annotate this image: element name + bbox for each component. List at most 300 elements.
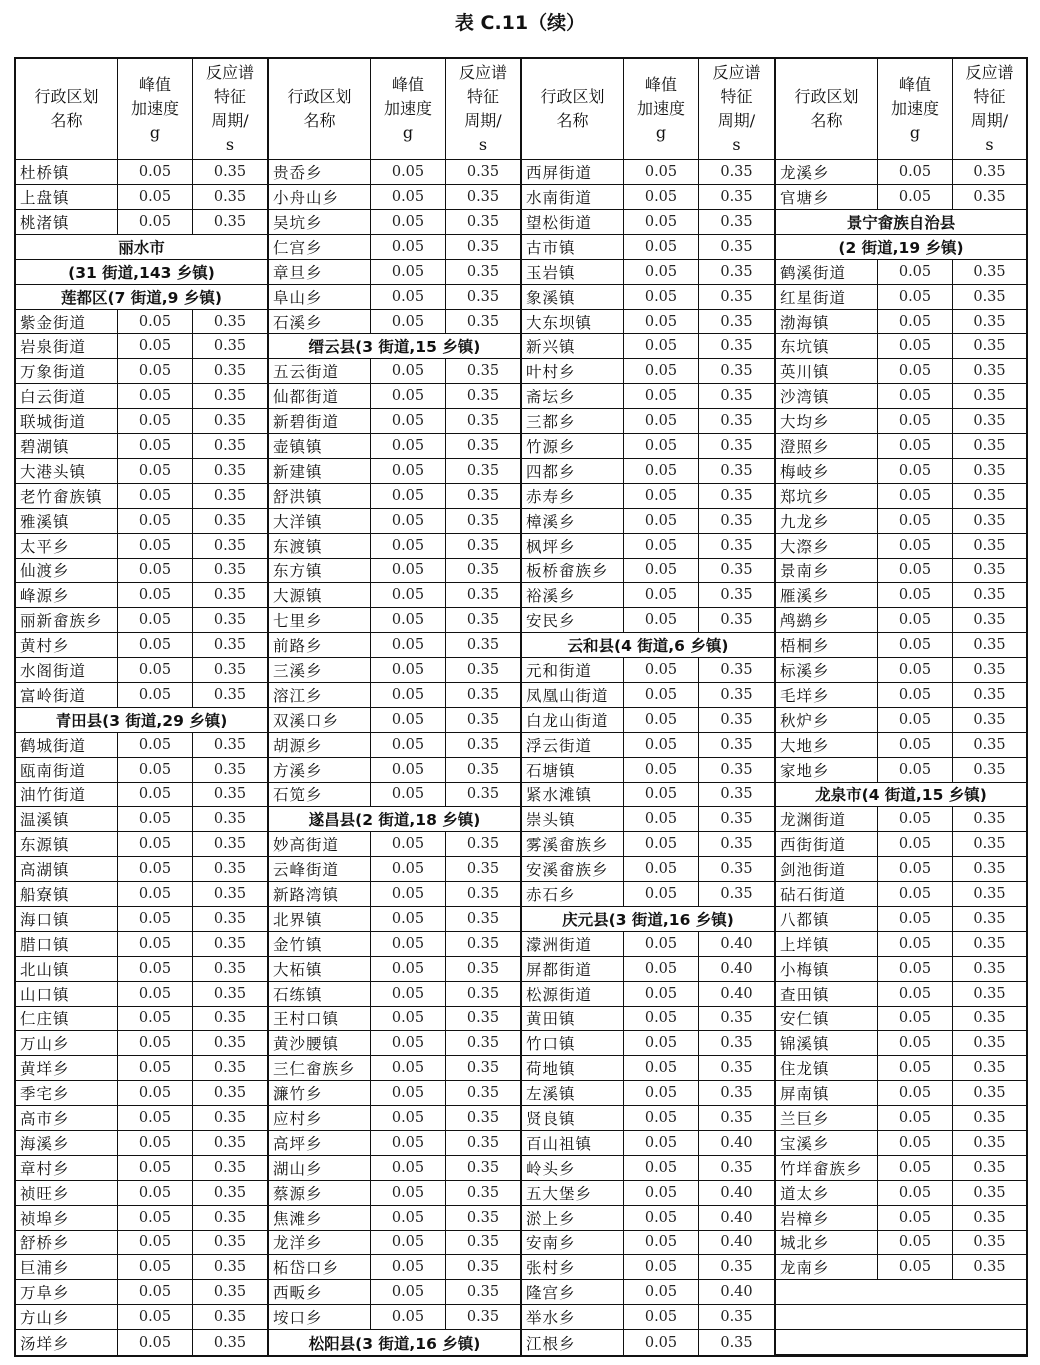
peak-acceleration: 0.05	[624, 832, 699, 856]
characteristic-period: 0.35	[213, 537, 247, 554]
division-name: 七里乡	[269, 608, 371, 632]
peak-acceleration: 0.05	[371, 733, 446, 757]
division-name: 浮云街道	[522, 733, 624, 757]
characteristic-period: 0.35	[466, 836, 500, 853]
characteristic-period: 0.35	[720, 1159, 753, 1176]
peak-acceleration: 0.05	[878, 260, 953, 284]
peak-acceleration: 0.05	[878, 1031, 953, 1055]
peak-acceleration: 0.05	[118, 1305, 193, 1329]
table-row	[16, 982, 267, 1007]
division-name: 凤凰山街道	[522, 683, 624, 707]
division-name: 岩樟乡	[776, 1206, 878, 1230]
division-name: 景南乡	[776, 559, 878, 583]
table-row	[269, 1131, 520, 1156]
division-name: 汤垟乡	[16, 1330, 118, 1355]
division-name: 赤石乡	[522, 882, 624, 906]
division-name: 叶村乡	[522, 359, 624, 383]
division-name: 红星街道	[776, 285, 878, 309]
division-name: 蔡源乡	[269, 1181, 371, 1205]
division-name: 九龙乡	[776, 509, 878, 533]
peak-acceleration: 0.05	[878, 807, 953, 831]
characteristic-period: 0.35	[466, 437, 500, 454]
division-name: 鹤城街道	[16, 733, 118, 757]
region-heading-label: 缙云县(3 街道,15 乡镇)	[308, 338, 481, 357]
characteristic-period: 0.35	[213, 861, 247, 878]
peak-acceleration: 0.05	[118, 1255, 193, 1279]
division-name: 屏南镇	[776, 1081, 878, 1105]
division-name: 应村乡	[269, 1106, 371, 1130]
division-name: 贤良镇	[522, 1106, 624, 1130]
table-row	[16, 583, 267, 608]
characteristic-period: 0.35	[466, 388, 500, 405]
characteristic-period: 0.35	[466, 1159, 500, 1176]
characteristic-period: 0.35	[973, 886, 1006, 903]
peak-acceleration: 0.05	[118, 1131, 193, 1155]
table-row	[776, 583, 1026, 608]
division-name: 东源镇	[16, 832, 118, 856]
division-name: 雾溪畲族乡	[522, 832, 624, 856]
characteristic-period: 0.35	[466, 263, 500, 280]
peak-acceleration: 0.05	[878, 359, 953, 383]
characteristic-period: 0.35	[720, 1110, 753, 1127]
characteristic-period: 0.35	[213, 462, 247, 479]
division-name: 山口镇	[16, 982, 118, 1006]
table-row	[522, 359, 774, 384]
characteristic-period: 0.35	[466, 164, 500, 181]
table-row	[776, 957, 1026, 982]
characteristic-period: 0.35	[466, 910, 500, 927]
division-name: 宝溪乡	[776, 1131, 878, 1155]
table-row	[776, 1181, 1026, 1206]
peak-acceleration: 0.05	[118, 1280, 193, 1304]
peak-acceleration: 0.05	[878, 1206, 953, 1230]
division-name: 枫坪乡	[522, 534, 624, 558]
empty-row	[776, 1330, 1026, 1355]
peak-acceleration: 0.05	[118, 733, 193, 757]
peak-acceleration: 0.05	[624, 882, 699, 906]
characteristic-period: 0.35	[466, 637, 500, 654]
table-row	[522, 260, 774, 285]
table-row	[522, 310, 774, 335]
division-name: 仁庄镇	[16, 1007, 118, 1031]
characteristic-period: 0.35	[973, 363, 1006, 380]
characteristic-period: 0.35	[213, 487, 247, 504]
division-name: 新路湾镇	[269, 882, 371, 906]
characteristic-period: 0.35	[213, 761, 247, 778]
table-row	[269, 1156, 520, 1181]
table-row	[16, 1081, 267, 1106]
characteristic-period: 0.35	[973, 1060, 1006, 1077]
table-row	[16, 434, 267, 459]
peak-acceleration: 0.05	[371, 1181, 446, 1205]
table-row	[522, 1206, 774, 1231]
table-row	[776, 359, 1026, 384]
table-row	[16, 509, 267, 534]
characteristic-period: 0.35	[466, 562, 500, 579]
division-name: 龙渊街道	[776, 807, 878, 831]
division-name: 方山乡	[16, 1305, 118, 1329]
division-name: 隆宫乡	[522, 1280, 624, 1304]
table-row	[16, 1156, 267, 1181]
characteristic-period: 0.35	[973, 1035, 1006, 1052]
table-row	[776, 285, 1026, 310]
division-name: 鹤溪街道	[776, 260, 878, 284]
peak-acceleration: 0.05	[118, 583, 193, 607]
division-name: 石塘镇	[522, 758, 624, 782]
peak-acceleration: 0.05	[371, 708, 446, 732]
characteristic-period: 0.35	[466, 213, 500, 230]
region-heading	[16, 260, 267, 285]
division-name: 腊口镇	[16, 932, 118, 956]
table-row	[16, 1056, 267, 1081]
characteristic-period: 0.40	[720, 960, 753, 977]
characteristic-period: 0.35	[973, 711, 1006, 728]
characteristic-period: 0.35	[973, 313, 1006, 330]
peak-acceleration: 0.05	[118, 1106, 193, 1130]
division-name: 大港头镇	[16, 459, 118, 483]
peak-acceleration: 0.05	[118, 1007, 193, 1031]
characteristic-period: 0.35	[720, 313, 753, 330]
peak-acceleration: 0.05	[371, 1031, 446, 1055]
peak-acceleration: 0.05	[624, 210, 699, 234]
region-heading	[776, 210, 1026, 235]
table-row	[776, 409, 1026, 434]
peak-acceleration: 0.05	[118, 932, 193, 956]
characteristic-period: 0.35	[973, 487, 1006, 504]
division-name: 岭头乡	[522, 1156, 624, 1180]
division-name: 章村乡	[16, 1156, 118, 1180]
table-row	[16, 882, 267, 907]
peak-acceleration: 0.05	[371, 509, 446, 533]
division-name: 王村口镇	[269, 1007, 371, 1031]
peak-acceleration: 0.05	[371, 1231, 446, 1255]
division-name: 祯旺乡	[16, 1181, 118, 1205]
region-heading	[776, 235, 1026, 260]
peak-acceleration: 0.05	[118, 210, 193, 234]
division-name: 赤寿乡	[522, 484, 624, 508]
table-row	[16, 957, 267, 982]
table-row	[16, 559, 267, 584]
table-row	[776, 160, 1026, 185]
table-row	[269, 1280, 520, 1305]
division-name: 妙高街道	[269, 832, 371, 856]
characteristic-period: 0.35	[466, 587, 500, 604]
peak-acceleration: 0.05	[624, 783, 699, 807]
table-row	[16, 1231, 267, 1256]
peak-acceleration: 0.05	[624, 484, 699, 508]
table-row	[16, 534, 267, 559]
division-name: 黄村乡	[16, 633, 118, 657]
table-row	[776, 559, 1026, 584]
table-row	[522, 683, 774, 708]
division-name: 双溪口乡	[269, 708, 371, 732]
characteristic-period: 0.35	[213, 1085, 247, 1102]
characteristic-period: 0.35	[213, 1259, 247, 1276]
division-name: 淤上乡	[522, 1206, 624, 1230]
characteristic-period: 0.35	[720, 164, 753, 181]
column-header-period: 反应谱 特征 周期/ s	[712, 63, 761, 155]
peak-acceleration: 0.05	[118, 459, 193, 483]
table-row	[776, 1206, 1026, 1231]
characteristic-period: 0.35	[466, 686, 500, 703]
characteristic-period: 0.35	[720, 711, 753, 728]
peak-acceleration: 0.05	[118, 1330, 193, 1355]
table-row	[776, 608, 1026, 633]
column-header-name: 行政区划 名称	[16, 59, 118, 159]
characteristic-period: 0.40	[720, 1234, 753, 1251]
peak-acceleration: 0.05	[878, 957, 953, 981]
table-row	[776, 1031, 1026, 1056]
characteristic-period: 0.35	[213, 1334, 247, 1351]
characteristic-period: 0.35	[213, 1060, 247, 1077]
table-row	[776, 1007, 1026, 1032]
peak-acceleration: 0.05	[878, 459, 953, 483]
table-row	[269, 235, 520, 260]
table-row	[269, 783, 520, 808]
table-row	[776, 683, 1026, 708]
region-heading-label: 丽水市	[118, 238, 165, 257]
characteristic-period: 0.35	[720, 263, 753, 280]
table-block	[267, 59, 520, 1355]
division-name: 舒洪镇	[269, 484, 371, 508]
column-header-name: 行政区划 名称	[776, 59, 878, 159]
division-name: 官塘乡	[776, 185, 878, 209]
peak-acceleration: 0.05	[371, 857, 446, 881]
division-name: 东渡镇	[269, 534, 371, 558]
table-row	[269, 907, 520, 932]
division-name: 阜山乡	[269, 285, 371, 309]
division-name: 安民乡	[522, 608, 624, 632]
division-name: 龙洋乡	[269, 1231, 371, 1255]
characteristic-period: 0.35	[466, 1134, 500, 1151]
characteristic-period: 0.35	[213, 1110, 247, 1127]
division-name: 高坪乡	[269, 1131, 371, 1155]
table-row	[269, 1255, 520, 1280]
division-name: 湖山乡	[269, 1156, 371, 1180]
table-row	[776, 334, 1026, 359]
characteristic-period: 0.35	[466, 512, 500, 529]
peak-acceleration: 0.05	[624, 285, 699, 309]
table-row	[269, 1081, 520, 1106]
table-row	[522, 384, 774, 409]
table-row	[522, 658, 774, 683]
characteristic-period: 0.35	[973, 761, 1006, 778]
region-heading-label: 景宁畲族自治县	[846, 213, 956, 232]
division-name: 四都乡	[522, 459, 624, 483]
region-heading-label: (2 街道,19 乡镇)	[838, 238, 964, 257]
division-name: 富岭街道	[16, 683, 118, 707]
peak-acceleration: 0.05	[118, 384, 193, 408]
peak-acceleration: 0.05	[118, 484, 193, 508]
table-row	[16, 608, 267, 633]
table-row	[522, 982, 774, 1007]
table-row	[269, 210, 520, 235]
division-name: 家地乡	[776, 758, 878, 782]
table-row	[269, 882, 520, 907]
table-row	[269, 484, 520, 509]
peak-acceleration: 0.05	[118, 409, 193, 433]
characteristic-period: 0.35	[466, 1184, 500, 1201]
division-name: 小梅镇	[776, 957, 878, 981]
table-row	[776, 907, 1026, 932]
table-row	[16, 633, 267, 658]
characteristic-period: 0.35	[973, 836, 1006, 853]
table-row	[269, 708, 520, 733]
characteristic-period: 0.35	[720, 487, 753, 504]
division-name: 联城街道	[16, 409, 118, 433]
division-name: 元和街道	[522, 658, 624, 682]
division-name: 巨浦乡	[16, 1255, 118, 1279]
table-header	[776, 59, 1026, 160]
peak-acceleration: 0.05	[371, 235, 446, 259]
characteristic-period: 0.35	[720, 761, 753, 778]
characteristic-period: 0.35	[720, 213, 753, 230]
table-row	[522, 1255, 774, 1280]
peak-acceleration: 0.05	[371, 310, 446, 334]
table-row	[269, 1056, 520, 1081]
peak-acceleration: 0.05	[118, 185, 193, 209]
table-row	[522, 459, 774, 484]
division-name: 海口镇	[16, 907, 118, 931]
characteristic-period: 0.35	[466, 1309, 500, 1326]
table-row	[269, 359, 520, 384]
characteristic-period: 0.35	[466, 1234, 500, 1251]
table-row	[269, 758, 520, 783]
characteristic-period: 0.35	[720, 786, 753, 803]
table-row	[776, 758, 1026, 783]
table-row	[776, 1056, 1026, 1081]
table-row	[16, 857, 267, 882]
peak-acceleration: 0.05	[624, 733, 699, 757]
peak-acceleration: 0.05	[878, 1081, 953, 1105]
division-name: 象溪镇	[522, 285, 624, 309]
table-row	[776, 509, 1026, 534]
peak-acceleration: 0.05	[624, 683, 699, 707]
peak-acceleration: 0.05	[878, 708, 953, 732]
peak-acceleration: 0.05	[624, 559, 699, 583]
peak-acceleration: 0.05	[624, 957, 699, 981]
peak-acceleration: 0.05	[624, 1106, 699, 1130]
division-name: 焦滩乡	[269, 1206, 371, 1230]
peak-acceleration: 0.05	[624, 658, 699, 682]
peak-acceleration: 0.05	[118, 807, 193, 831]
division-name: 云峰街道	[269, 857, 371, 881]
characteristic-period: 0.35	[213, 1184, 247, 1201]
peak-acceleration: 0.05	[371, 1081, 446, 1105]
division-name: 雅溪镇	[16, 509, 118, 533]
table-row	[269, 1206, 520, 1231]
division-name: 西街街道	[776, 832, 878, 856]
peak-acceleration: 0.05	[371, 1255, 446, 1279]
characteristic-period: 0.35	[720, 612, 753, 629]
characteristic-period: 0.35	[720, 388, 753, 405]
division-name: 胡源乡	[269, 733, 371, 757]
division-name: 章旦乡	[269, 260, 371, 284]
table-row	[522, 185, 774, 210]
table-row	[522, 1280, 774, 1305]
peak-acceleration: 0.05	[118, 559, 193, 583]
peak-acceleration: 0.05	[878, 683, 953, 707]
table-row	[776, 932, 1026, 957]
peak-acceleration: 0.05	[371, 982, 446, 1006]
peak-acceleration: 0.05	[371, 434, 446, 458]
peak-acceleration: 0.05	[118, 1031, 193, 1055]
division-name: 万山乡	[16, 1031, 118, 1055]
characteristic-period: 0.35	[720, 587, 753, 604]
characteristic-period: 0.35	[213, 1159, 247, 1176]
peak-acceleration: 0.05	[878, 1056, 953, 1080]
peak-acceleration: 0.05	[878, 285, 953, 309]
characteristic-period: 0.35	[973, 189, 1006, 206]
peak-acceleration: 0.05	[118, 509, 193, 533]
division-name: 上盘镇	[16, 185, 118, 209]
table-row	[269, 185, 520, 210]
division-name: 道太乡	[776, 1181, 878, 1205]
division-name: 查田镇	[776, 982, 878, 1006]
peak-acceleration: 0.05	[878, 882, 953, 906]
seismic-parameter-table	[14, 57, 1028, 1357]
division-name: 石笕乡	[269, 783, 371, 807]
characteristic-period: 0.35	[466, 1259, 500, 1276]
peak-acceleration: 0.05	[878, 583, 953, 607]
characteristic-period: 0.35	[973, 985, 1006, 1002]
table-row	[269, 957, 520, 982]
peak-acceleration: 0.05	[118, 534, 193, 558]
characteristic-period: 0.35	[973, 637, 1006, 654]
division-name: 梧桐乡	[776, 633, 878, 657]
characteristic-period: 0.35	[466, 985, 500, 1002]
table-row	[16, 733, 267, 758]
characteristic-period: 0.35	[213, 338, 247, 355]
table-row	[269, 1305, 520, 1330]
region-heading	[16, 708, 267, 733]
division-name: 雁溪乡	[776, 583, 878, 607]
division-name: 砧石街道	[776, 882, 878, 906]
division-name: 温溪镇	[16, 807, 118, 831]
characteristic-period: 0.35	[213, 1234, 247, 1251]
characteristic-period: 0.35	[466, 1284, 500, 1301]
table-row	[16, 1181, 267, 1206]
characteristic-period: 0.35	[213, 1010, 247, 1027]
table-header	[522, 59, 774, 160]
peak-acceleration: 0.05	[371, 185, 446, 209]
characteristic-period: 0.35	[973, 811, 1006, 828]
characteristic-period: 0.35	[973, 736, 1006, 753]
division-name: 壶镇镇	[269, 434, 371, 458]
division-name: 石溪乡	[269, 310, 371, 334]
table-row	[269, 1007, 520, 1032]
table-row	[269, 285, 520, 310]
table-row	[16, 1280, 267, 1305]
table-row	[269, 260, 520, 285]
table-row	[16, 1031, 267, 1056]
table-row	[776, 633, 1026, 658]
peak-acceleration: 0.05	[878, 1231, 953, 1255]
division-name: 大柘镇	[269, 957, 371, 981]
empty-row	[776, 1280, 1026, 1305]
peak-acceleration: 0.05	[371, 1305, 446, 1329]
peak-acceleration: 0.05	[624, 857, 699, 881]
region-heading	[269, 334, 520, 359]
peak-acceleration: 0.05	[118, 1181, 193, 1205]
column-header-period: 反应谱 特征 周期/ s	[458, 63, 507, 155]
table-row	[776, 1081, 1026, 1106]
peak-acceleration: 0.05	[624, 334, 699, 358]
table-row	[16, 359, 267, 384]
peak-acceleration: 0.05	[878, 434, 953, 458]
division-name: 仙渡乡	[16, 559, 118, 583]
table-row	[522, 1081, 774, 1106]
